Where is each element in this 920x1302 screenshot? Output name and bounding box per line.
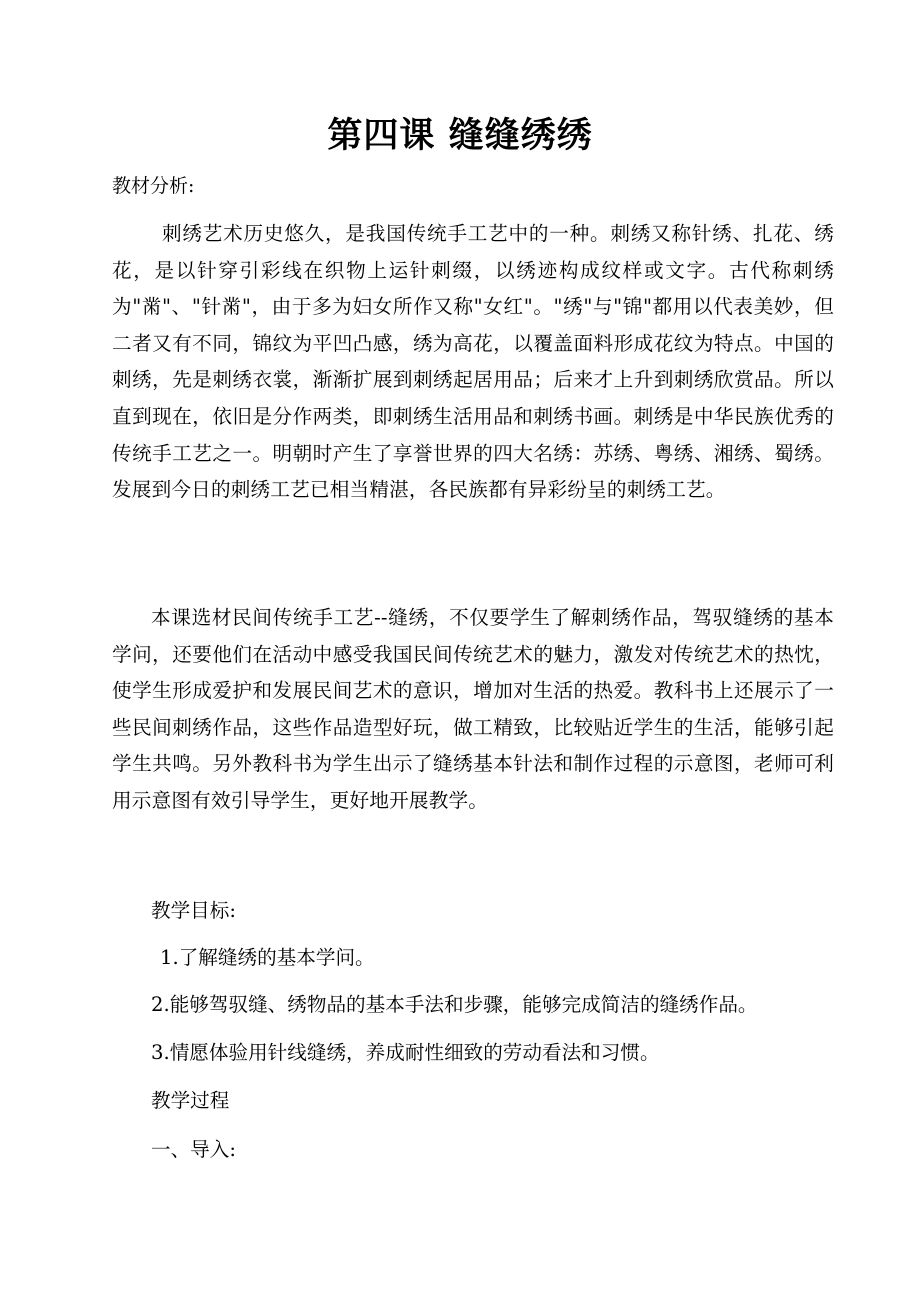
material-analysis-label: 教材分析: — [112, 175, 195, 197]
objective-item-1: 1.了解缝绣的基本学问。 — [160, 946, 375, 969]
paragraph-lesson-purpose: 本课选材民间传统手工艺--缝绣，不仅要学生了解刺绣作品，驾驭缝绣的基本学问，还要他们在活动中感受我国民间传统艺术的魅力，激发对传统艺术的热忱，使学生形成爱护和发展民间艺术的意识，增加对生活的热爱。教科书上还展示了一些民间刺绣作品，这些作品造型好玩，做工精致，比较贴近学生的生活，能够引起学生共鸣。另外教科书为学生出示了缝绣基本针法和制作过程的示意图，老师可利用示意图有效引导学生，更好地开展教学。 — [112, 606, 834, 812]
process-label: 教学过程 — [151, 1089, 230, 1112]
document-title: 第四课 缝缝绣绣 — [327, 116, 593, 156]
objective-item-2: 2.能够驾驭缝、绣物品的基本手法和步骤，能够完成简洁的缝绣作品。 — [151, 993, 758, 1016]
objective-item-3: 3.情愿体验用针线缝绣，养成耐性细致的劳动看法和习惯。 — [151, 1041, 660, 1064]
paragraph-embroidery-history: 刺绣艺术历史悠久，是我国传统手工艺中的一种。刺绣又称针绣、扎花、绣花，是以针穿引彩线在织物上运针刺缀，以绣迹构成纹样或文字。古代称刺绣为"黹"、"针黹"，由于多为妇女所作又称"女红"。"绣"与"锦"都用以代表美妙，但二者又有不同，锦纹为平凹凸感，绣为高花，以覆盖面料形成花纹为特点。中国的刺绣，先是刺绣衣裳，渐渐扩展到刺绣起居用品；后来才上升到刺绣欣赏品。所以直到现在，依旧是分作两类，即刺绣生活用品和刺绣书画。刺绣是中华民族优秀的传统手工艺之一。明朝时产生了享誉世界的四大名绣：苏绣、粤绣、湘绣、蜀绣。发展到今日的刺绣工艺已相当精湛，各民族都有异彩纷呈的刺绣工艺。 — [112, 222, 834, 502]
section-intro-heading: 一、导入: — [151, 1138, 236, 1161]
objectives-label: 教学目标: — [151, 899, 236, 922]
